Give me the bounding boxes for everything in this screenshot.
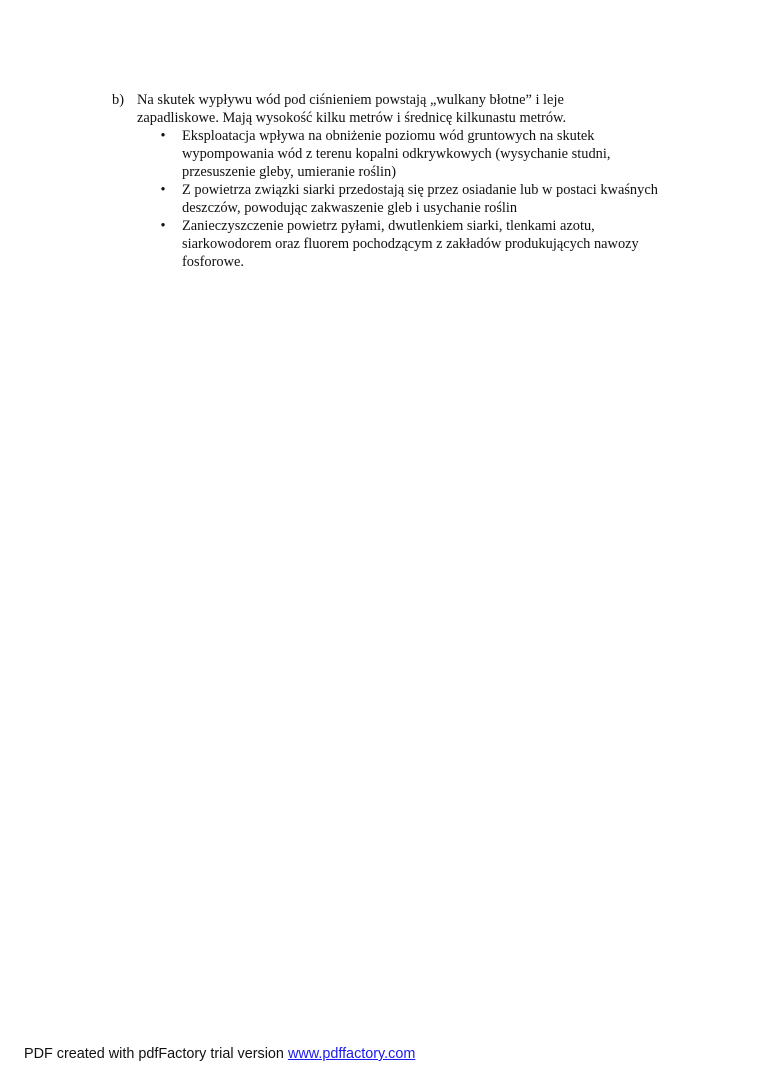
bullet-item [157,181,687,217]
bullet-text: Z powietrza związki siarki przedostają się przez osiadanie lub w postaci kwaśnych deszczów, powodując zakwaszenie gleb i usychanie roślin [182,182,658,216]
bullet-item [157,217,687,271]
bullet-icon: • [160,182,166,198]
footer-text: PDF created with pdfFactory trial version [24,1046,288,1062]
bullet-text: Eksploatacja wpływa na obniżenie poziomu wód gruntowych na skutek wypompowania wód z terenu kopalni odkrywkowych (wysychanie studni, przesuszenie gleby, umieranie roślin) [182,128,611,180]
bullet-text: Zanieczyszczenie powietrz pyłami, dwutlenkiem siarki, tlenkami azotu, siarkowodorem oraz fluorem pochodzącym z zakładów produkujących nawozy fosforowe. [182,218,639,270]
bullet-list [157,127,687,271]
list-item-b [112,91,692,127]
bullet-icon: • [160,218,166,234]
bullet-icon: • [160,128,166,144]
list-marker: b) [112,92,124,108]
pdf-footer [24,1045,415,1063]
bullet-item [157,127,687,181]
pdffactory-link[interactable]: www.pdffactory.com [287,1046,416,1062]
paragraph-b: Na skutek wypływu wód pod ciśnieniem powstają „wulkany błotne” i leje zapadliskowe. Mają wysokość kilku metrów i średnicę kilkunastu metrów. [137,92,567,126]
